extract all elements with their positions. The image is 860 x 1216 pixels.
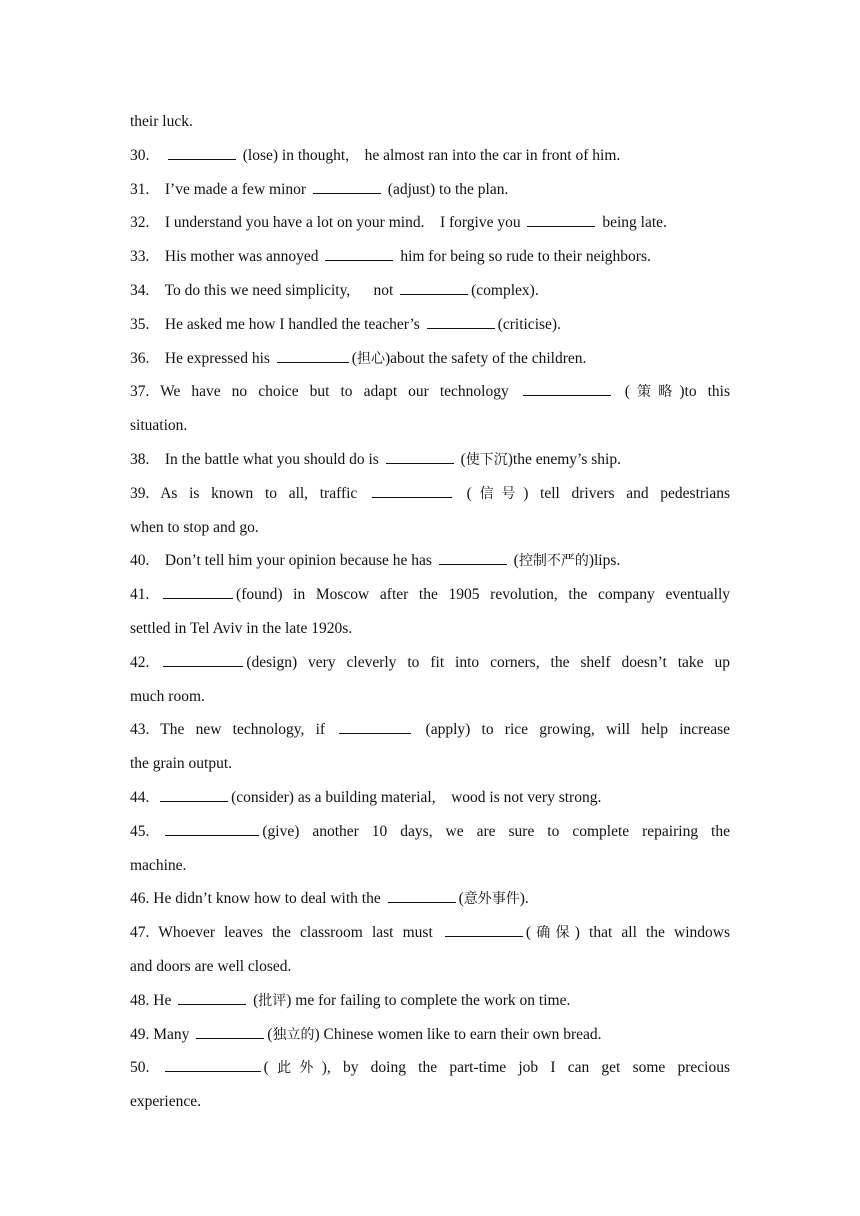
answer-blank[interactable] <box>439 550 507 565</box>
answer-blank[interactable] <box>325 246 393 261</box>
text-line <box>130 680 730 714</box>
answer-blank[interactable] <box>165 821 259 836</box>
text-line <box>130 477 730 511</box>
line-text: (complex). <box>471 281 539 299</box>
line-text: and doors are well closed. <box>130 957 292 975</box>
text-line <box>130 578 730 612</box>
text-line <box>130 781 730 815</box>
line-text: 50. <box>130 1059 162 1077</box>
line-text: 31. I’ve made a few minor <box>130 180 310 198</box>
line-text: ( <box>267 1025 273 1043</box>
line-text: 41. <box>130 586 161 604</box>
line-text: ) Chinese women like to earn their own bread. <box>314 1025 602 1043</box>
line-text: (apply) to rice growing, will help increase <box>414 721 730 739</box>
line-text: ( <box>458 890 464 908</box>
answer-blank[interactable] <box>165 1057 261 1072</box>
line-text: 45. <box>130 822 163 840</box>
line-text: 39. As is known to all, traffic <box>130 484 369 502</box>
text-line <box>130 105 730 139</box>
line-text: ( <box>263 1059 269 1077</box>
answer-blank[interactable] <box>372 483 452 498</box>
text-line <box>130 747 730 781</box>
answer-blank[interactable] <box>339 719 411 734</box>
text-line <box>130 308 730 342</box>
text-line <box>130 1085 730 1119</box>
line-text: 37. We have no choice but to adapt our technology <box>130 383 520 401</box>
line-text: ( <box>613 383 630 401</box>
line-text: 47. Whoever leaves the classroom last must <box>130 924 442 942</box>
line-text: their luck. <box>130 113 193 130</box>
text-line <box>130 916 730 950</box>
text-line <box>130 882 730 916</box>
text-line <box>130 544 730 578</box>
line-text: 36. He expressed his <box>130 349 274 367</box>
line-text: ) tell drivers and pedestrians <box>523 484 731 502</box>
line-text: 43. The new technology, if <box>130 721 337 739</box>
answer-blank[interactable] <box>163 584 233 599</box>
text-line <box>130 240 730 274</box>
line-text: ( <box>509 552 519 570</box>
line-text: (adjust) to the plan. <box>383 180 509 198</box>
chinese-hint: 担心 <box>356 350 385 367</box>
line-text: situation. <box>130 417 188 435</box>
line-text: 48. He <box>130 991 176 1009</box>
answer-blank[interactable] <box>400 280 468 295</box>
chinese-hint: 此外 <box>268 1060 322 1077</box>
line-text: (found) in Moscow after the 1905 revolution, the company eventually <box>236 586 731 604</box>
text-line <box>130 409 730 443</box>
line-text: (give) another 10 days, we are sure to complete repairing the <box>262 822 730 840</box>
line-text: being late. <box>598 214 667 232</box>
answer-blank[interactable] <box>178 990 246 1005</box>
line-text: 30. <box>130 146 165 164</box>
line-text: )lips. <box>588 552 621 570</box>
line-text: the grain output. <box>130 755 233 773</box>
answer-blank[interactable] <box>386 449 454 464</box>
chinese-hint: 确保 <box>531 925 575 942</box>
answer-blank[interactable] <box>523 381 611 396</box>
line-text: )the enemy’s ship. <box>507 450 621 468</box>
text-line <box>130 511 730 545</box>
line-text: 46. He didn’t know how to deal with the <box>130 890 385 908</box>
line-text: 40. Don’t tell him your opinion because he has <box>130 552 436 570</box>
text-line <box>130 646 730 680</box>
line-text: machine. <box>130 856 187 874</box>
answer-blank[interactable] <box>445 922 523 937</box>
chinese-hint: 信号 <box>471 485 524 502</box>
line-text: (consider) as a building material, wood is not very strong. <box>231 788 602 806</box>
line-text: 38. In the battle what you should do is <box>130 450 383 468</box>
line-text: 35. He asked me how I handled the teacher’s <box>130 315 424 333</box>
answer-blank[interactable] <box>527 212 595 227</box>
text-line <box>130 1018 730 1052</box>
line-text: (criticise). <box>497 315 561 333</box>
text-line <box>130 274 730 308</box>
chinese-hint: 策略 <box>629 384 680 401</box>
answer-blank[interactable] <box>168 145 236 160</box>
line-text: 33. His mother was annoyed <box>130 248 323 266</box>
line-text: ), by doing the part-time job I can get some precious <box>321 1059 730 1077</box>
line-text: ). <box>519 890 529 908</box>
text-line <box>130 173 730 207</box>
line-text: ( <box>249 991 259 1009</box>
line-text: 34. To do this we need simplicity, not <box>130 281 398 299</box>
line-text: much room. <box>130 687 205 705</box>
line-text: when to stop and go. <box>130 518 259 536</box>
line-text: him for being so rude to their neighbors. <box>396 248 651 266</box>
chinese-hint: 意外事件 <box>463 891 520 908</box>
text-line <box>130 443 730 477</box>
line-text: settled in Tel Aviv in the late 1920s. <box>130 619 353 637</box>
chinese-hint: 独立的 <box>272 1026 315 1043</box>
exercise-list <box>130 105 730 1119</box>
line-text: (lose) in thought, he almost ran into the car in front of him. <box>238 146 621 164</box>
line-text: experience. <box>130 1093 201 1111</box>
answer-blank[interactable] <box>196 1024 264 1039</box>
line-text: (design) very cleverly to fit into corners, the shelf doesn’t take up <box>246 653 730 671</box>
answer-blank[interactable] <box>277 348 349 363</box>
text-line <box>130 984 730 1018</box>
answer-blank[interactable] <box>427 314 495 329</box>
text-line <box>130 342 730 376</box>
answer-blank[interactable] <box>163 652 243 667</box>
chinese-hint: 控制不严的 <box>518 553 589 570</box>
text-line <box>130 375 730 409</box>
text-line <box>130 815 730 849</box>
text-line <box>130 1051 730 1085</box>
line-text: ) that all the windows <box>574 924 731 942</box>
chinese-hint: 使下沉 <box>465 451 508 468</box>
line-text: 32. I understand you have a lot on your mind. I forgive you <box>130 214 525 232</box>
chinese-hint: 批评 <box>258 992 287 1009</box>
text-line <box>130 139 730 173</box>
text-line <box>130 950 730 984</box>
line-text: )to this <box>679 383 730 401</box>
line-text: 42. <box>130 653 161 671</box>
text-line <box>130 206 730 240</box>
answer-blank[interactable] <box>160 787 228 802</box>
line-text: ( <box>351 349 357 367</box>
line-text: ( <box>454 484 472 502</box>
line-text: ( <box>456 450 466 468</box>
line-text: ) me for failing to complete the work on time. <box>286 991 571 1009</box>
text-line <box>130 612 730 646</box>
text-line <box>130 849 730 883</box>
line-text: ( <box>525 924 532 942</box>
text-line <box>130 713 730 747</box>
line-text: )about the safety of the children. <box>384 349 587 367</box>
answer-blank[interactable] <box>313 179 381 194</box>
answer-blank[interactable] <box>388 888 456 903</box>
line-text: 44. <box>130 788 158 806</box>
line-text: 49. Many <box>130 1025 194 1043</box>
